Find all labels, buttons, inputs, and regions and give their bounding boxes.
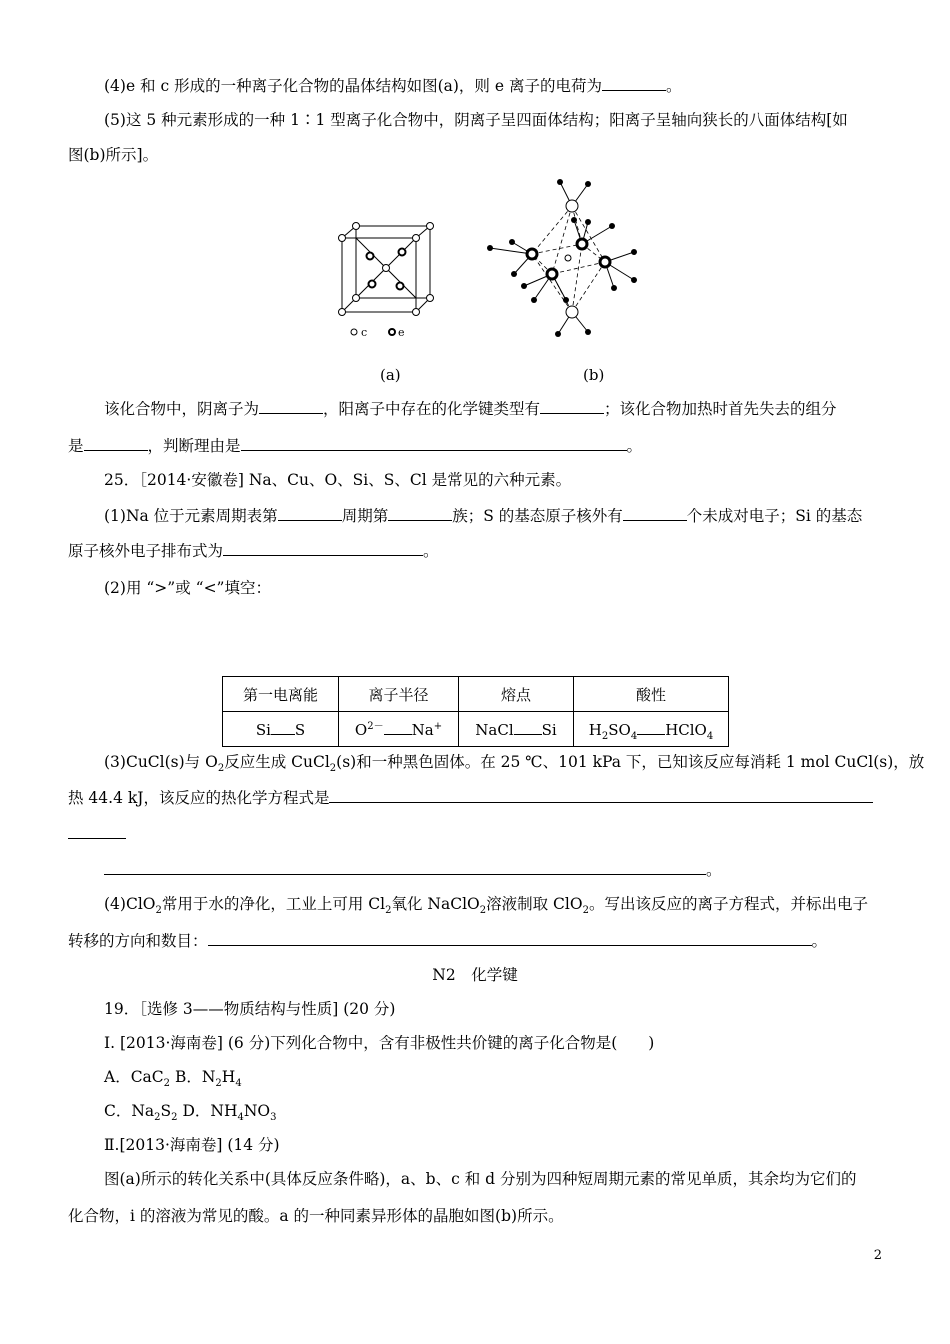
answer-blank[interactable] [223, 541, 423, 556]
answer-blank[interactable] [514, 720, 542, 735]
section-title: N2 化学键 [432, 966, 518, 984]
legend-e: e [398, 326, 405, 339]
q19-part-ii-line1: 图(a)所示的转化关系中(具体反应条件略)，a、b、c 和 d 分别为四种短周期元素的常见单质，其余均为它们的 [104, 1170, 857, 1188]
answer-blank[interactable] [208, 931, 812, 946]
q25-part3-line4: 。 [104, 860, 722, 880]
table-cell: NaCl Si [459, 712, 574, 747]
q25-part3-line3 [68, 824, 126, 844]
page-number: 2 [873, 1248, 882, 1263]
table-header: 第一电离能 [223, 677, 339, 712]
answer-blank[interactable] [602, 76, 666, 91]
answer-blank[interactable] [271, 720, 295, 735]
answer-blank[interactable] [68, 824, 126, 839]
answer-blank[interactable] [259, 399, 323, 414]
q5-line2: 图(b)所示]。 [68, 146, 159, 164]
table-cell: $H_2SO_4$ HClO$_4$ [574, 712, 729, 747]
answer-blank[interactable] [241, 436, 627, 451]
answer-blank[interactable] [623, 506, 687, 521]
comparison-table [222, 676, 729, 747]
answer-blank[interactable] [278, 506, 342, 521]
q25-part4-line1: (4)ClO$_2$常用于水的净化，工业上可用 $Cl_2$氧化 NaClO$_2$溶液制取 ClO$_2$。写出该反应的离子方程式，并标出电子 [104, 895, 868, 917]
q19-part-i: Ⅰ. [2013·海南卷] (6 分)下列化合物中，含有非极性共价键的离子化合物是( ) [104, 1034, 655, 1052]
q19-options-cd: C．$Na_2S_2$ D．$NH_4NO_3$ [104, 1102, 277, 1124]
q25-header: 25．［2014·安徽卷] Na、Cu、O、Si、S、Cl 是常见的六种元素。 [104, 471, 572, 489]
q25-part1-line1: (1)Na 位于元素周期表第 周期第 族；S 的基态原子核外有 个未成对电子；Si 的基态 [104, 507, 863, 525]
answer-blank[interactable] [84, 436, 148, 451]
caption-b: (b) [583, 366, 605, 384]
q25-part4-line2: 转移的方向和数目： 。 [68, 932, 828, 950]
caption-a: (a) [380, 366, 401, 384]
answer-blank[interactable] [384, 720, 412, 735]
q5-followup-line1: 该化合物中，阴离子为 ，阳离子中存在的化学键类型有 ；该化合物加热时首先失去的组分 [104, 400, 837, 418]
q19-part-ii-line2: 化合物，i 的溶液为常见的酸。a 的一种同素异形体的晶胞如图(b)所示。 [68, 1207, 564, 1225]
q25-part2: (2)用 “>”或 “<”填空： [104, 579, 271, 597]
table-cell: Si S [223, 712, 339, 747]
octahedral-cation-figure-b [484, 176, 644, 338]
table-header: 离子半径 [339, 677, 459, 712]
answer-blank[interactable] [104, 860, 706, 875]
legend-c: c [361, 326, 368, 339]
q25-part3-line2: 热 44.4 kJ，该反应的热化学方程式是 [68, 788, 873, 808]
q19-options-ab: A．CaC$_2$ B．$N_2H_4$ [104, 1068, 242, 1090]
answer-blank[interactable] [388, 506, 452, 521]
q5-line1: (5)这 5 种元素形成的一种 1∶1 型离子化合物中，阴离子呈四面体结构；阳离子呈轴向狭长的八面体结构[如 [104, 111, 848, 129]
answer-blank[interactable] [540, 399, 604, 414]
crystal-structure-figure-a [330, 218, 440, 348]
answer-blank[interactable] [637, 720, 665, 735]
q25-part3-line1: (3)CuCl(s)与 $O_2$反应生成 CuCl$_2$(s)和一种黑色固体。在 25 ℃、101 kPa 下，已知该反应每消耗 1 mol CuCl(s)，放 [104, 753, 925, 775]
table-cell: $O^{2-}$ Na+ [339, 712, 459, 747]
table-header: 熔点 [459, 677, 574, 712]
q19-header: 19．［选修 3——物质结构与性质] (20 分) [104, 1000, 396, 1018]
answer-blank[interactable] [329, 788, 873, 803]
q5-followup-line2: 是 ，判断理由是 。 [68, 437, 643, 455]
q25-part1-line2: 原子核外电子排布式为 。 [68, 542, 439, 560]
q4-line: (4)e 和 c 形成的一种离子化合物的晶体结构如图(a)，则 e 离子的电荷为 。 [104, 77, 682, 95]
q19-part-ii-header: Ⅱ.[2013·海南卷] (14 分) [104, 1136, 280, 1154]
table-header: 酸性 [574, 677, 729, 712]
